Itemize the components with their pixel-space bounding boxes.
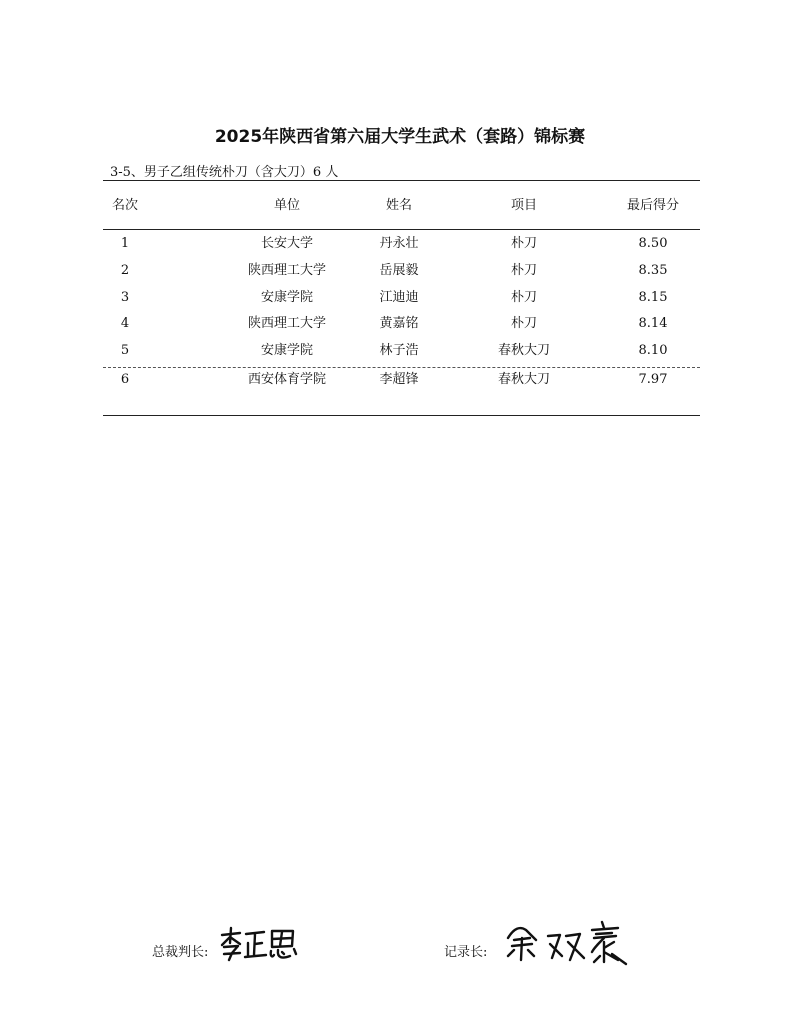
rank-cell: 6 — [120, 372, 130, 387]
table-row — [103, 311, 700, 337]
name-cell: 江迪迪 — [379, 290, 419, 305]
column-header-name: 姓名 — [385, 198, 412, 213]
column-header-score: 最后得分 — [626, 198, 679, 213]
table-row — [103, 258, 700, 284]
unit-cell: 长安大学 — [260, 236, 313, 251]
unit-cell: 陕西理工大学 — [247, 263, 326, 278]
event-cell: 朴刀 — [510, 290, 537, 305]
page-title: 2025年陕西省第六届大学生武术（套路）锦标赛 — [214, 127, 586, 147]
column-header-event: 项目 — [510, 198, 537, 213]
table-bottom-rule — [103, 415, 700, 416]
event-subtitle: 3-5、男子乙组传统朴刀（含大刀）6 人 — [110, 165, 339, 180]
chief-judge-signature — [218, 925, 300, 965]
table-row — [103, 338, 700, 364]
unit-cell: 陕西理工大学 — [247, 316, 326, 331]
name-cell: 丹永壮 — [379, 236, 419, 251]
event-cell: 春秋大刀 — [497, 372, 550, 387]
chief-judge-label: 总裁判长: — [152, 945, 209, 960]
rank-cell: 4 — [120, 316, 130, 331]
table-header-rule — [103, 229, 700, 230]
event-cell: 朴刀 — [510, 236, 537, 251]
table-top-rule — [103, 180, 700, 181]
score-cell: 8.50 — [638, 236, 668, 251]
score-cell: 8.15 — [638, 290, 668, 305]
score-cell: 8.14 — [638, 316, 668, 331]
name-cell: 黄嘉铭 — [379, 316, 419, 331]
name-cell: 林子浩 — [379, 343, 419, 358]
unit-cell: 安康学院 — [260, 290, 313, 305]
event-cell: 朴刀 — [510, 316, 537, 331]
rank-cell: 1 — [120, 236, 130, 251]
recorder-label: 记录长: — [444, 945, 488, 960]
rank-cell: 5 — [120, 343, 130, 358]
column-header-rank: 名次 — [111, 198, 138, 213]
name-cell: 岳展毅 — [379, 263, 419, 278]
table-row — [103, 367, 700, 393]
table-header-row — [103, 193, 700, 219]
rank-cell: 2 — [120, 263, 130, 278]
unit-cell: 西安体育学院 — [247, 372, 326, 387]
column-header-unit: 单位 — [273, 198, 300, 213]
table-row — [103, 231, 700, 257]
score-cell: 8.35 — [638, 263, 668, 278]
name-cell: 李超锋 — [379, 372, 419, 387]
unit-cell: 安康学院 — [260, 343, 313, 358]
recorder-signature — [500, 918, 632, 968]
score-cell: 7.97 — [638, 372, 668, 387]
event-cell: 朴刀 — [510, 263, 537, 278]
table-row — [103, 285, 700, 311]
rank-cell: 3 — [120, 290, 130, 305]
event-cell: 春秋大刀 — [497, 343, 550, 358]
score-cell: 8.10 — [638, 343, 668, 358]
